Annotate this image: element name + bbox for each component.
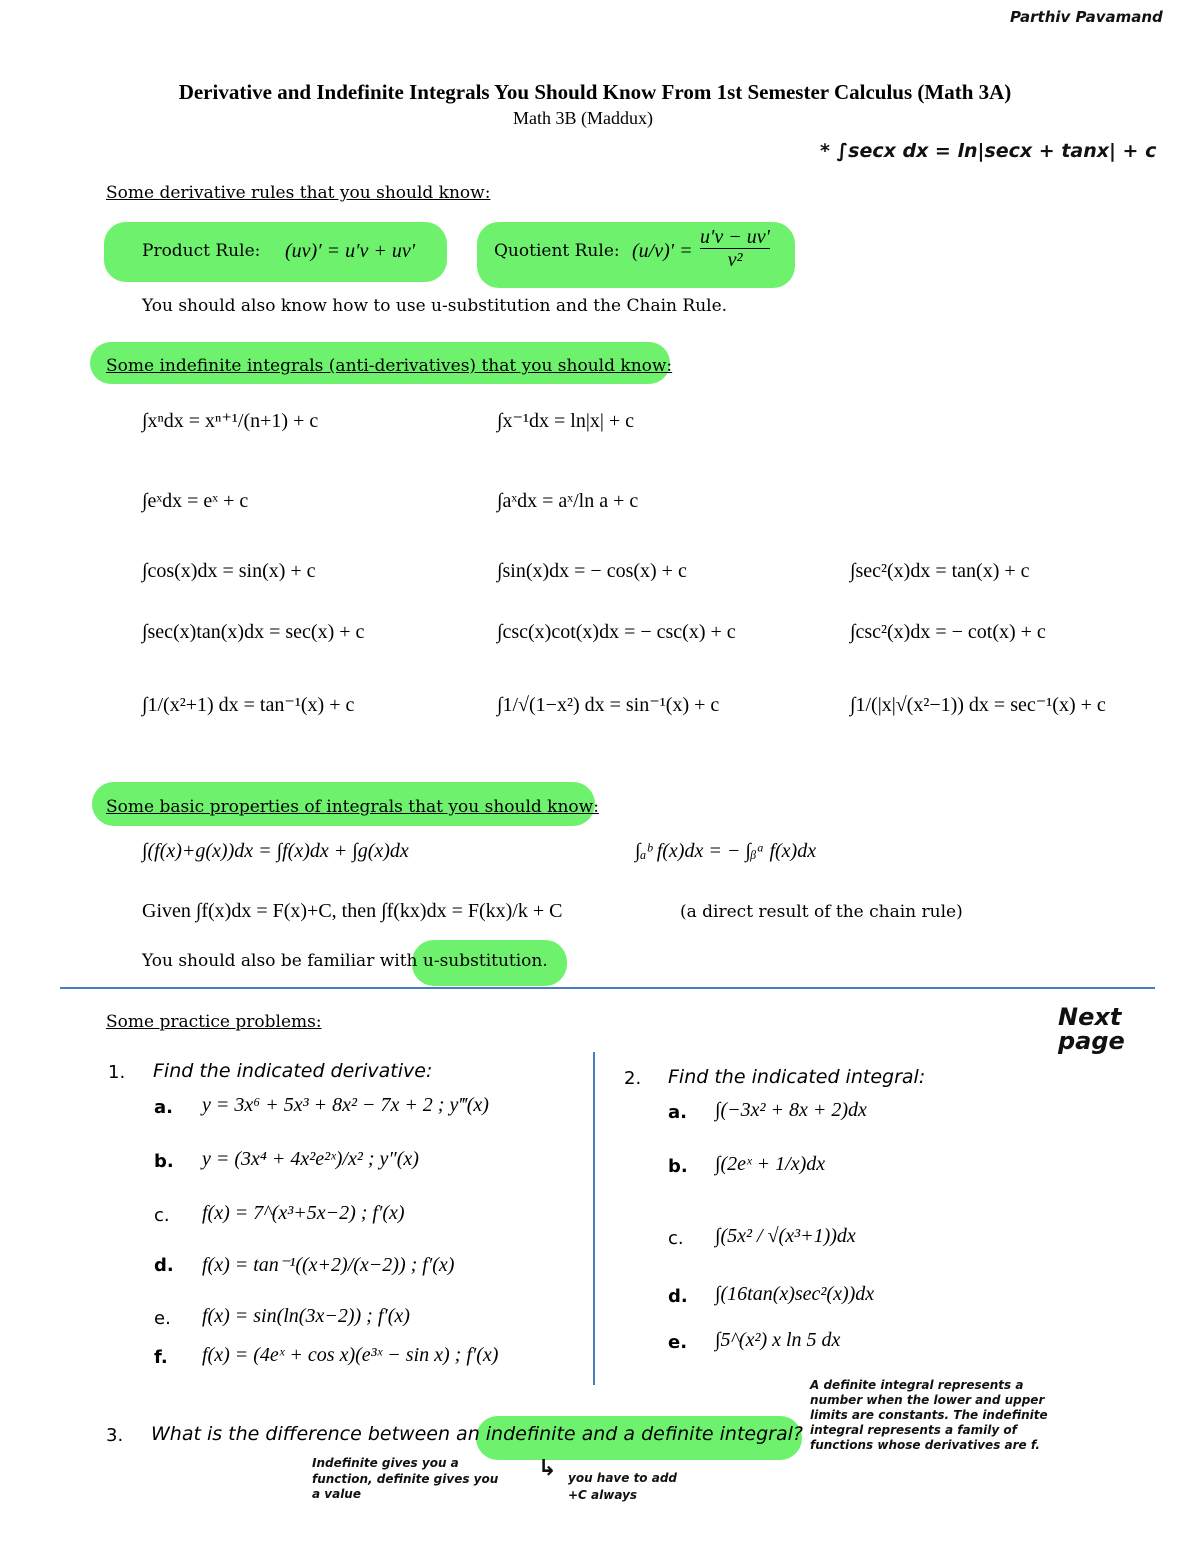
q2-item: ∫(2eˣ + 1/x)dx [715,1153,826,1175]
q1-item-label: b. [154,1151,174,1172]
page-subtitle: Math 3B (Maddux) [513,108,653,128]
property-linearity: ∫(f(x)+g(x))dx = ∫f(x)dx + ∫g(x)dx [142,840,409,862]
q2-item: ∫(5x² / √(x³+1))dx [715,1225,856,1247]
q2-item: ∫(−3x² + 8x + 2)dx [715,1099,867,1121]
q1-text: Find the indicated derivative: [153,1060,433,1082]
integral-csc-squared: ∫csc²(x)dx = − cot(x) + c [850,621,1046,643]
page-title: Derivative and Indefinite Integrals You Should Know From 1st Semester Calculus (Math 3A) [178,80,1012,104]
q1-item: f(x) = sin(ln(3x−2)) ; f′(x) [202,1305,410,1327]
q2-text: Find the indicated integral: [668,1066,926,1088]
q2-item: ∫5^(x²) x ln 5 dx [715,1329,841,1351]
integral-arcsec: ∫1/(|x|√(x²−1)) dx = sec⁻¹(x) + c [850,694,1106,716]
q3-text: What is the difference between an indefinite and a definite integral? [151,1423,803,1445]
quotient-denominator: v² [700,248,770,271]
integral-sec-tan: ∫sec(x)tan(x)dx = sec(x) + c [142,621,365,643]
property-chain: Given ∫f(x)dx = F(x)+C, then ∫f(kx)dx = F(kx)/k + C [142,900,563,922]
q2-number: 2. [624,1068,642,1089]
product-formula: (uv)′ = u′v + uv′ [285,240,416,262]
q1-item-label: e. [154,1308,171,1329]
q1-item-label: d. [154,1255,174,1276]
column-divider [593,1052,595,1385]
q2-item: ∫(16tan(x)sec²(x))dx [715,1283,875,1305]
integral-sec-squared: ∫sec²(x)dx = tan(x) + c [850,560,1030,582]
section-divider [60,987,1155,989]
practice-heading: Some practice problems: [106,1012,322,1032]
q1-item: y = 3x⁶ + 5x³ + 8x² − 7x + 2 ; y‴(x) [202,1094,489,1116]
definite-integral-note: A definite integral represents a number when the lower and upper limits are constants. The indefinite integral represents a family of functions whose derivatives are f. [810,1378,1048,1452]
derivatives-heading: Some derivative rules that you should know: [106,183,491,203]
product-label: Product Rule: [142,241,261,261]
answer-note-middle: you have to add +C always [568,1471,678,1502]
integral-csc-cot: ∫csc(x)cot(x)dx = − csc(x) + c [497,621,736,643]
integrals-heading: Some indefinite integrals (anti-derivatives) that you should know: [106,356,673,376]
q2-item-label: c. [668,1228,684,1249]
q2-item-label: e. [668,1332,688,1353]
integral-power-rule: ∫xⁿdx = xⁿ⁺¹/(n+1) + c [142,410,319,432]
q1-number: 1. [108,1062,126,1083]
q1-item-label: c. [154,1205,170,1226]
signature: Parthiv Pavamand [1010,8,1163,26]
quotient-fraction [700,226,770,271]
quotient-lhs: (u/v)′ = [632,240,693,262]
q3-number: 3. [106,1425,124,1446]
property-reverse-limits: ∫ₐᵇ f(x)dx = − ∫ᵦᵃ f(x)dx [635,840,817,862]
arrow-icon: ↳ [538,1456,557,1481]
usub-note: You should also be familiar with u-substitution. [142,951,548,971]
integral-arctan: ∫1/(x²+1) dx = tan⁻¹(x) + c [142,694,355,716]
integral-cos: ∫cos(x)dx = sin(x) + c [142,560,316,582]
q1-item: y = (3x⁴ + 4x²e²ˣ)/x² ; y″(x) [202,1148,419,1170]
margin-note: * ∫secx dx = ln|secx + tanx| + c [820,140,1157,162]
integral-exp: ∫eˣdx = eˣ + c [142,490,249,512]
integral-sin: ∫sin(x)dx = − cos(x) + c [497,560,687,582]
q1-item: f(x) = (4eˣ + cos x)(e³ˣ − sin x) ; f′(x) [202,1344,499,1366]
q1-item: f(x) = 7^(x³+5x−2) ; f′(x) [202,1202,405,1224]
derivatives-note: You should also know how to use u-substitution and the Chain Rule. [142,296,728,316]
q1-item: f(x) = tan⁻¹((x+2)/(x−2)) ; f′(x) [202,1254,455,1276]
q2-item-label: b. [668,1156,688,1177]
q1-item-label: a. [154,1097,173,1118]
quotient-numerator: u′v − uv′ [700,226,770,248]
properties-heading: Some basic properties of integrals that you should know: [106,797,599,817]
property-chain-note: (a direct result of the chain rule) [680,902,963,922]
quotient-label: Quotient Rule: [494,241,620,261]
integral-general-exp: ∫aˣdx = aˣ/ln a + c [497,490,639,512]
q2-item-label: d. [668,1286,688,1307]
integral-reciprocal: ∫x⁻¹dx = ln|x| + c [497,410,635,432]
q1-item-label: f. [154,1347,168,1368]
q2-item-label: a. [668,1102,687,1123]
answer-note-left: Indefinite gives you a function, definite gives you a value [312,1456,499,1502]
integral-arcsin: ∫1/√(1−x²) dx = sin⁻¹(x) + c [497,694,720,716]
next-page-note: Next page [1058,1003,1125,1055]
